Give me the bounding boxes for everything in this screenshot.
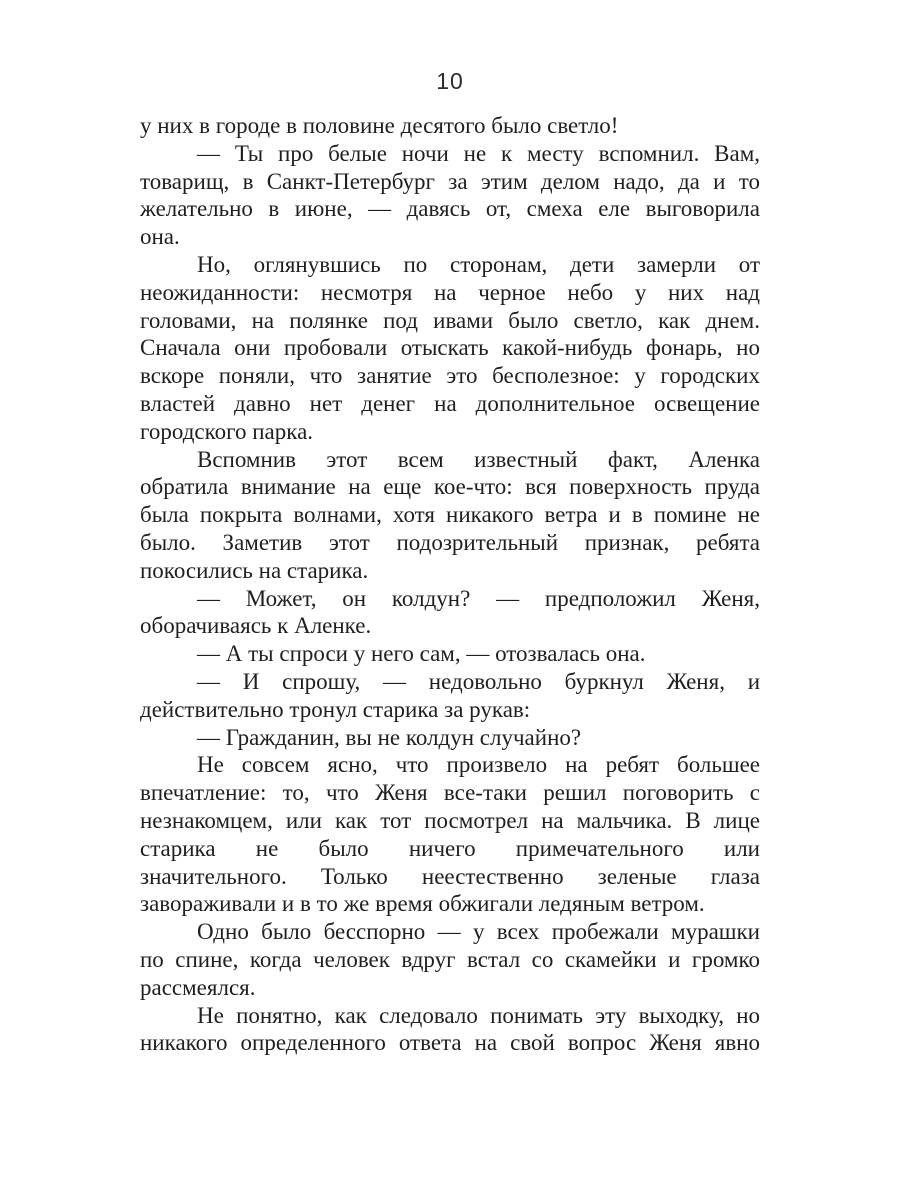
text-line: — И спрошу, — недовольно буркнул Женя, и	[197, 668, 760, 694]
text-line: рассмеялся.	[140, 974, 256, 1000]
text-line: старика не было ничего примечательного или	[140, 835, 760, 861]
text-line: Одно было бесспорно — у всех пробежали мурашки	[197, 919, 760, 945]
text-line: оборачиваясь к Аленке.	[140, 613, 372, 639]
text-line: — Может, он колдун? — предположил Женя,	[197, 585, 760, 611]
paragraph	[140, 1002, 760, 1058]
text-line: головами, на полянке под ивами было светло, как днем.	[140, 307, 760, 333]
paragraph	[140, 140, 760, 251]
paragraph	[140, 251, 760, 446]
text-line: покосились на старика.	[140, 557, 369, 583]
text-line: у них в городе в половине десятого было светло!	[140, 113, 619, 138]
text-line: было. Заметив этот подозрительный признак, ребята	[140, 529, 760, 555]
text-line: — Ты про белые ночи не к месту вспомнил. Вам,	[197, 140, 760, 166]
text-line: властей давно нет денег на дополнительное освещение	[140, 390, 760, 416]
text-line: завораживали и в то же время обжигали ледяным ветром.	[140, 891, 705, 917]
paragraph	[140, 724, 760, 752]
page-text	[140, 112, 760, 1057]
text-line: по спине, когда человек вдруг встал со скамейки и громко	[140, 946, 760, 972]
text-line: Не понятно, как следовало понимать эту выходку, но	[197, 1002, 760, 1028]
text-line: Сначала они пробовали отыскать какой-нибудь фонарь, но	[140, 335, 760, 361]
text-line: впечатление: то, что Женя все-таки решил поговорить с	[140, 780, 760, 806]
text-line: Но, оглянувшись по сторонам, дети замерли от	[197, 251, 760, 277]
paragraph	[140, 112, 760, 140]
text-line: — Гражданин, вы не колдун случайно?	[197, 724, 582, 750]
text-line: значительного. Только неестественно зеленые глаза	[140, 863, 760, 889]
paragraph	[140, 751, 760, 918]
text-line: никакого определенного ответа на свой вопрос Женя явно	[140, 1030, 760, 1056]
text-line: желательно в июне, — давясь от, смеха еле выговорила	[140, 196, 760, 222]
text-line: вскоре поняли, что занятие это бесполезное: у городских	[140, 363, 760, 389]
text-line: неожиданности: несмотря на черное небо у них над	[140, 279, 760, 305]
paragraph	[140, 640, 760, 668]
paragraph	[140, 585, 760, 641]
text-line: действительно тронул старика за рукав:	[140, 696, 531, 722]
text-line: обратила внимание на еще кое-что: вся поверхность пруда	[140, 474, 760, 500]
text-line: была покрыта волнами, хотя никакого ветра и в помине не	[140, 502, 760, 528]
text-line: городского парка.	[140, 418, 314, 444]
text-line: незнакомцем, или как тот посмотрел на мальчика. В лице	[140, 807, 760, 833]
paragraph	[140, 918, 760, 1001]
text-line: Не совсем ясно, что произвело на ребят большее	[197, 752, 760, 778]
paragraph	[140, 446, 760, 585]
page-number: 10	[436, 68, 464, 94]
text-line: она.	[140, 224, 180, 250]
text-line: — А ты спроси у него сам, — отозвалась она.	[197, 641, 646, 667]
text-line: Вспомнив этот всем известный факт, Аленка	[197, 446, 760, 472]
paragraph	[140, 668, 760, 724]
text-line: товарищ, в Санкт-Петербург за этим делом надо, да и то	[140, 168, 760, 194]
